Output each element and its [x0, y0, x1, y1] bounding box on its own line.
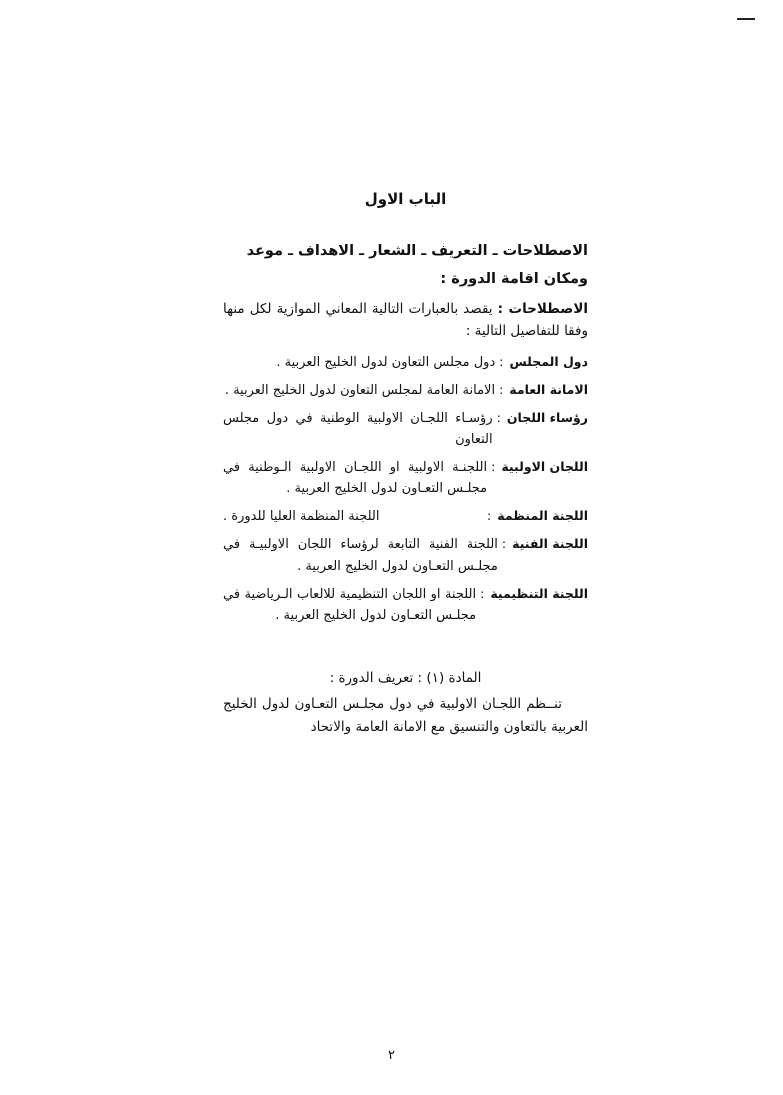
term-definition: اللجنة الفنية التابعة لرؤساء اللجان الاولبيـة في مجلـس التعـاون لدول الخليج العربية .: [223, 537, 498, 574]
term-colon: :: [499, 354, 504, 370]
term-label: اللجنة الفنية: [512, 536, 588, 552]
term-row: [223, 584, 588, 626]
term-label: دول المجلس: [509, 354, 588, 370]
term-colon: :: [501, 536, 507, 552]
term-label: اللجنة التنظيمية: [490, 585, 588, 601]
article-body: [223, 693, 588, 739]
term-label: اللجان الاولبية: [501, 459, 588, 475]
term-row: [223, 457, 588, 499]
term-label: رؤساء اللجان: [506, 410, 588, 426]
term-definition: الامانة العامة لمجلس التعاون لدول الخليج العربية .: [224, 383, 496, 399]
term-label: اللجنة المنظمة: [497, 508, 588, 524]
term-definition: اللجنة المنظمة العليا للدورة .: [223, 509, 380, 525]
term-colon: :: [491, 459, 496, 475]
term-row: [223, 408, 588, 450]
definitions-intro-text: يقصد بالعبارات التالية المعاني الموازية لكل منها وفقا للتفاصيل التالية :: [223, 300, 588, 339]
article-title: المادة (١) : تعريف الدورة :: [329, 669, 482, 686]
term-row: [223, 380, 588, 401]
term-definition: اللجنة او اللجان التنظيمية للالعاب الـرياضية في مجلـس التعـاون لدول الخليج العربية .: [223, 586, 477, 623]
term-definition: دول مجلس التعاون لدول الخليج العربية .: [276, 355, 496, 371]
term-colon: :: [499, 382, 504, 398]
term-label: الامانة العامة: [509, 382, 588, 398]
article-body-text: تنــظم اللجـان الاولبية في دول مجلـس التعـاون لدول الخليج العربية بالتعاون والتنسيق مع الامانة العامة والاتحاد: [223, 696, 588, 736]
page-number: ٢: [388, 1048, 395, 1063]
term-row: [223, 352, 588, 373]
definitions-intro-lead: الاصطلاحات :: [497, 300, 589, 317]
page-title: الباب الاول: [364, 190, 447, 208]
term-definition: اللجنـة الاولبية او اللجـان الاولبية الـوطنية في مجلـس التعـاون لدول الخليج العربية .: [223, 460, 488, 497]
term-colon: :: [487, 508, 492, 524]
term-row: [223, 534, 588, 576]
article-block: [223, 668, 588, 740]
term-colon: :: [480, 585, 485, 601]
term-colon: :: [496, 410, 501, 426]
section-heading-line-2: ومكان اقامة الدورة :: [440, 271, 588, 288]
definitions-intro: [223, 299, 588, 342]
term-row: [223, 506, 588, 527]
section-heading-line-1: الاصطلاحات ـ التعريف ـ الشعار ـ الاهداف ـ موعد: [246, 243, 588, 259]
page-edge-mark: [737, 18, 755, 20]
page-content: [223, 190, 588, 740]
term-definition: رؤسـاء اللجـان الاولبية الوطنية في دول مجلس التعاون: [223, 411, 493, 448]
